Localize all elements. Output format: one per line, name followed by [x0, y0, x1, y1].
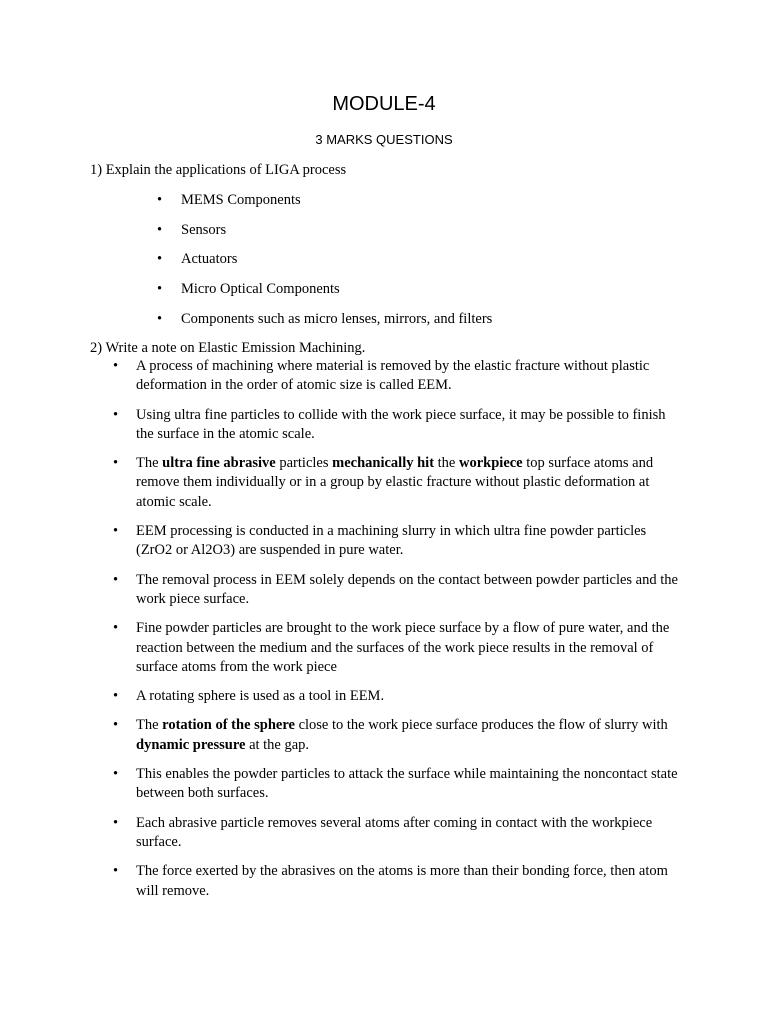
list-item-text [136, 522, 684, 561]
list-item [0, 862, 768, 901]
bullet-icon: • [113, 766, 119, 783]
bullet-icon: • [113, 620, 119, 637]
list-item-text [136, 454, 684, 512]
text-segment: at the gap. [245, 736, 310, 753]
bullet-icon: • [157, 192, 163, 208]
bullet-icon: • [113, 358, 119, 374]
bold-term: workpiece [459, 455, 523, 472]
list-item [0, 454, 768, 512]
list-item-text [136, 765, 684, 804]
bullet-icon: • [113, 863, 119, 880]
list-item-text [136, 814, 684, 853]
list-item [0, 357, 768, 396]
text-segment: Each abrasive particle removes several atoms after coming in contact with the workpiece surface. [136, 814, 653, 850]
text-segment: This enables the powder particles to attack the surface while maintaining the noncontact state between both surfaces. [136, 766, 678, 802]
bullet-icon: • [113, 571, 119, 588]
list-item [0, 571, 768, 610]
list-item [0, 814, 768, 853]
text-segment: Using ultra fine particles to collide with the work piece surface, it may be possible to finish the surface in the atomic scale. [136, 406, 666, 442]
bullet-icon: • [157, 281, 163, 298]
list-item-text [136, 862, 684, 901]
module-title: MODULE-4 [332, 93, 436, 115]
text-segment: The removal process in EEM solely depends on the contact between powder particles and the work piece surface. [136, 571, 678, 607]
text-segment: A process of machining where material is removed by the elastic fracture without plastic deformation in the order of atomic size is called EEM. [136, 358, 650, 394]
section-subtitle: 3 MARKS QUESTIONS [315, 132, 453, 147]
list-item [0, 765, 768, 804]
list-item: • MEMS Components [157, 192, 301, 208]
bullet-icon: • [113, 523, 119, 540]
question-1: 1) Explain the applications of LIGA process [90, 162, 347, 178]
text-segment: EEM processing is conducted in a machining slurry in which ultra fine powder particles (ZrO2 or Al2O3) are suspended in pure water. [136, 523, 647, 559]
bullet-icon: • [113, 688, 119, 705]
bullet-icon: • [113, 717, 119, 734]
question-2: 2) Write a note on Elastic Emission Machining. [90, 340, 366, 356]
list-item-text [136, 571, 684, 610]
bold-term: ultra fine abrasive [162, 455, 276, 472]
list-item [0, 619, 768, 677]
question-2-answer-list [0, 357, 768, 911]
text-segment: top surface atoms and remove them individually or in a group by elastic fracture without plastic deformation at atomic scale. [136, 455, 654, 510]
list-item [0, 716, 768, 755]
bold-term: dynamic pressure [136, 736, 246, 753]
text-segment: The force exerted by the abrasives on the atoms is more than their bonding force, then atom will remove. [136, 863, 668, 899]
text-segment: close to the work piece surface produces the flow of slurry with [294, 717, 668, 734]
list-item [0, 406, 768, 445]
list-item-text [136, 619, 684, 677]
text-segment: Fine powder particles are brought to the work piece surface by a flow of pure water, and the reaction between the medium and the surfaces of the work piece results in the removal of surface atoms from the work piece [136, 620, 670, 675]
bullet-icon: • [157, 221, 163, 238]
bullet-icon: • [157, 251, 163, 268]
list-item: • Actuators [157, 251, 238, 268]
text-segment: the [434, 455, 459, 472]
bullet-icon: • [113, 814, 119, 831]
text-segment: particles [275, 455, 333, 472]
bullet-icon: • [113, 406, 119, 423]
list-item: • Components such as micro lenses, mirrors, and filters [157, 310, 493, 327]
text-segment: A rotating sphere is used as a tool in EEM. [136, 688, 385, 705]
list-item-text [136, 716, 684, 755]
text-segment: The [136, 717, 163, 734]
bold-term: mechanically hit [332, 455, 435, 472]
list-item [0, 522, 768, 561]
bullet-icon: • [157, 310, 163, 327]
bullet-icon: • [113, 455, 119, 472]
bold-term: rotation of the sphere [162, 717, 295, 734]
list-item-text [136, 406, 684, 445]
list-item [0, 687, 768, 706]
list-item-text [136, 357, 684, 396]
list-item-text [136, 687, 684, 706]
list-item: • Sensors [157, 221, 227, 238]
text-segment: The [136, 455, 163, 472]
list-item: • Micro Optical Components [157, 281, 340, 298]
question-1-answer-list [0, 191, 768, 339]
